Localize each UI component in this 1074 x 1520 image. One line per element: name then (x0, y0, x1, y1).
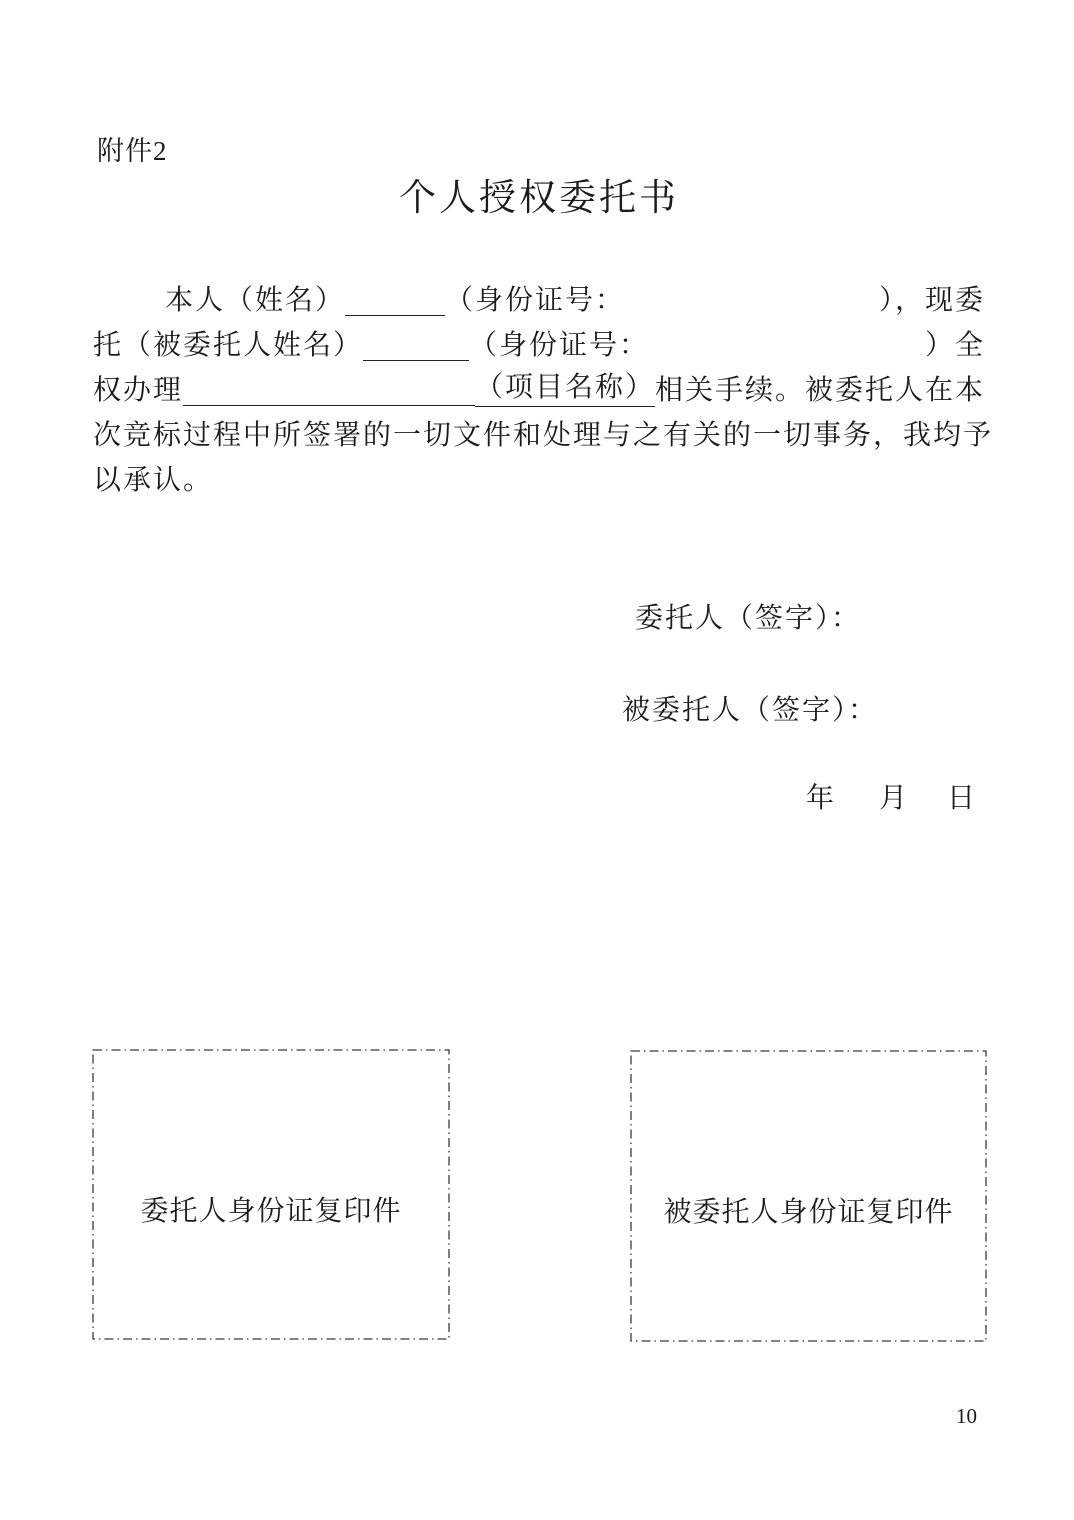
body-text: 托（被委托人姓名） (93, 330, 364, 361)
page-number: 10 (956, 1404, 977, 1428)
name-blank-underline (345, 314, 445, 316)
agent-id-box-label: 被委托人身份证复印件 (663, 1197, 954, 1228)
body-text: 次竞标过程中所签署的一切文件和处理与之有关的一切事务，我均予 (93, 420, 994, 451)
month-label: 月 (879, 783, 908, 814)
body-line-1 (93, 278, 985, 323)
day-label: 日 (947, 783, 976, 814)
body-line-5 (93, 458, 985, 503)
body-text: ）全 (924, 330, 985, 361)
principal-id-box (92, 1049, 450, 1340)
body-text: 权办理 (93, 375, 184, 406)
agent-id-box (630, 1050, 987, 1342)
body-text: 本人（姓名） (165, 285, 346, 316)
date-space (907, 782, 947, 816)
project-blank-underline (183, 404, 475, 406)
body-line-4 (93, 413, 994, 458)
body-text: （身份证号： (469, 330, 650, 361)
body-text: ），现委 (878, 285, 985, 316)
body-line-3 (93, 368, 985, 413)
year-label: 年 (806, 783, 835, 814)
body-paragraph (93, 278, 994, 503)
body-text: 以承认。 (93, 465, 214, 496)
body-line-2 (93, 323, 985, 368)
attachment-label: 附件2 (97, 136, 168, 166)
signature-principal-label: 委托人（签字）： (635, 603, 862, 634)
agent-name-blank-underline (363, 359, 469, 361)
id-number-blank-space (625, 322, 879, 323)
project-name-underlined: （项目名称） (475, 365, 655, 407)
document-title: 个人授权委托书 (399, 178, 679, 219)
date-space (834, 782, 879, 816)
signature-agent-label: 被委托人（签字）： (622, 695, 879, 726)
body-text: 相关手续。被委托人在本 (654, 375, 985, 406)
principal-id-box-label: 委托人身份证复印件 (140, 1195, 402, 1227)
body-text: （身份证号： (445, 285, 626, 316)
date-line (806, 782, 975, 816)
